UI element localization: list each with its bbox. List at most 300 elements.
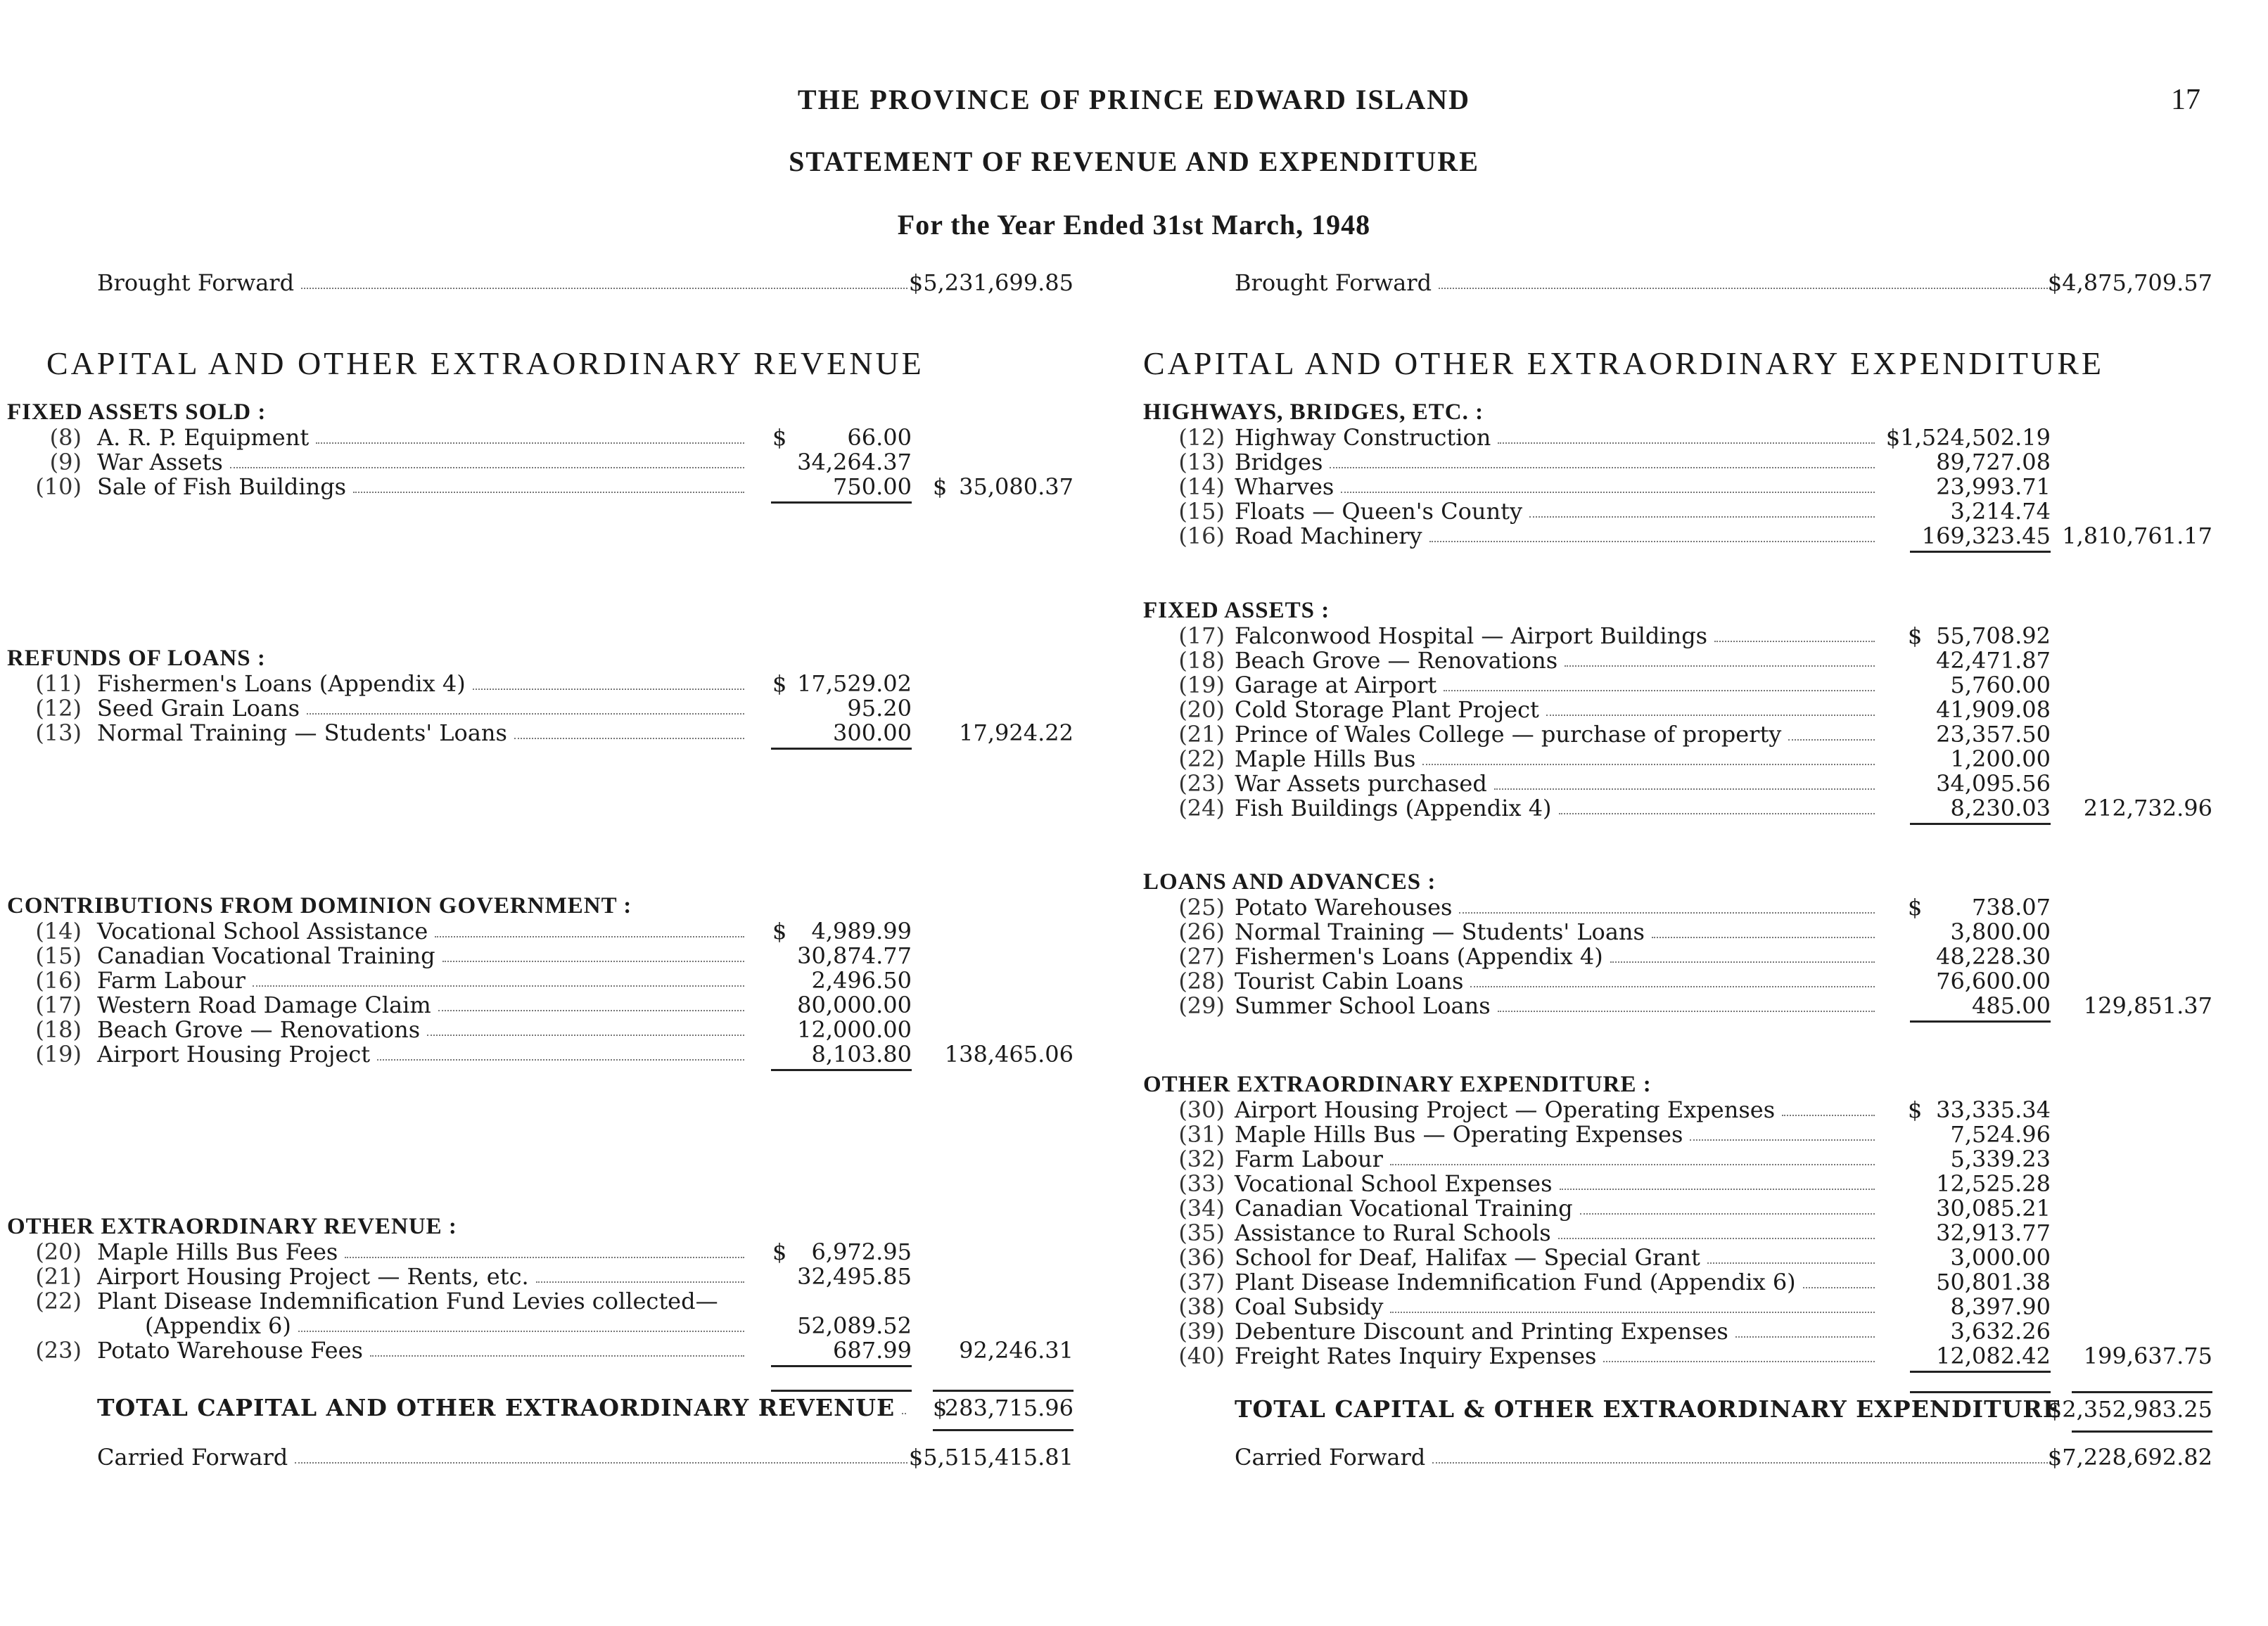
leader-dots (1422, 764, 1875, 765)
item-amount: 2,496.50 (811, 967, 912, 994)
item-amount: 34,095.56 (1936, 770, 2051, 797)
item-label-text: Canadian Vocational Training (97, 942, 435, 969)
item-label-text: Plant Disease Indemnification Fund (Appendix 6) (1235, 1269, 1796, 1295)
total-bottom-rule (933, 1429, 1074, 1431)
leader-dots (1559, 813, 1875, 814)
item-label (1235, 499, 1882, 524)
leader-dots (1470, 986, 1875, 987)
subtotal-rule (1910, 1020, 2051, 1023)
item-number: (19) (1178, 672, 1225, 698)
brought-forward-label (1235, 270, 2058, 295)
item-label (97, 474, 751, 499)
line-item (0, 425, 1097, 450)
item-label-text: Seed Grain Loans (97, 695, 300, 722)
item-number: (11) (35, 670, 82, 697)
item-number: (23) (1178, 770, 1225, 797)
item-number: (22) (1178, 745, 1225, 772)
line-item (1136, 771, 2230, 796)
item-label (1235, 746, 1882, 772)
carried-forward-row (1136, 1445, 2230, 1470)
line-item (1136, 697, 2230, 722)
line-item (0, 474, 1097, 499)
category-title: FIXED ASSETS : (1143, 598, 1330, 623)
line-item (1136, 1245, 2230, 1270)
item-label-text: Plant Disease Indemnification Fund Levies collected— (97, 1288, 718, 1314)
item-amount: 52,089.52 (797, 1312, 912, 1339)
subtotal-rule (771, 748, 912, 750)
category-title: OTHER EXTRAORDINARY REVENUE : (7, 1214, 457, 1239)
line-item (0, 992, 1097, 1018)
item-label (1235, 1097, 1882, 1122)
line-item (1136, 944, 2230, 969)
item-label (1235, 449, 1882, 475)
leader-dots (1565, 665, 1875, 667)
carried-forward-label (97, 1445, 915, 1470)
line-item (1136, 1220, 2230, 1246)
item-amount: 8,230.03 (1950, 795, 2051, 821)
item-label-text: Garage at Airport (1235, 672, 1437, 698)
item-number: (12) (35, 695, 82, 722)
item-number: (34) (1178, 1195, 1225, 1222)
line-item (1136, 1097, 2230, 1122)
item-number: (15) (1178, 498, 1225, 525)
leader-dots (514, 738, 744, 739)
item-label-text: Tourist Cabin Loans (1235, 968, 1464, 994)
item-number: (35) (1178, 1220, 1225, 1246)
item-label-text: Coal Subsidy (1235, 1293, 1384, 1320)
item-amount: 3,632.26 (1950, 1318, 2051, 1345)
item-label (1235, 944, 1882, 969)
total-top-rule (771, 1390, 912, 1392)
line-item (1136, 449, 2230, 475)
leader-dots (1444, 690, 1875, 691)
line-item (1136, 795, 2230, 821)
leader-dots (1529, 516, 1875, 518)
item-label (1235, 795, 1882, 821)
item-label-text: (Appendix 6) (145, 1312, 291, 1339)
item-amount: 76,600.00 (1936, 968, 2051, 994)
item-label-text: Beach Grove — Renovations (97, 1016, 421, 1043)
carried-forward-label (1235, 1445, 2058, 1470)
item-label (1235, 672, 1882, 698)
item-number: (27) (1178, 943, 1225, 970)
dollar-sign: $ (772, 1238, 787, 1265)
item-number: (25) (1178, 894, 1225, 921)
item-number: (16) (35, 967, 82, 994)
leader-dots (1494, 788, 1875, 790)
item-label (97, 943, 751, 968)
total-label (97, 1395, 913, 1421)
line-item (1136, 1196, 2230, 1221)
line-item (1136, 968, 2230, 994)
item-label-text: Vocational School Assistance (97, 918, 428, 945)
item-label-text: A. R. P. Equipment (97, 424, 310, 451)
item-number: (30) (1178, 1096, 1225, 1123)
item-amount: 89,727.08 (1936, 449, 2051, 475)
item-label (1235, 1319, 1882, 1344)
item-number: (17) (1178, 622, 1225, 649)
item-label-text: Airport Housing Project (97, 1041, 371, 1068)
dollar-sign: $ (1908, 1096, 1923, 1123)
item-label (97, 1338, 751, 1363)
item-amount: 6,972.95 (811, 1238, 912, 1265)
leader-dots (1432, 1462, 2051, 1464)
item-label (1235, 1220, 1882, 1246)
item-amount: 34,264.37 (797, 449, 912, 475)
item-amount: 66.00 (847, 424, 912, 451)
item-label (97, 992, 751, 1018)
leader-dots (1546, 715, 1875, 716)
leader-dots (442, 961, 744, 962)
item-label-text: Normal Training — Students' Loans (1235, 918, 1645, 945)
dollar-sign: $ (933, 473, 948, 500)
brought-forward-row (0, 270, 1097, 295)
brought-forward-text: Brought Forward (1235, 269, 1432, 296)
item-label (1235, 895, 1882, 920)
total-label-text: TOTAL CAPITAL AND OTHER EXTRAORDINARY REVENUE (97, 1394, 896, 1421)
subtotal-rule (1910, 551, 2051, 553)
leader-dots (301, 288, 907, 289)
item-label-text: Vocational School Expenses (1235, 1170, 1553, 1197)
statement-title: STATEMENT OF REVENUE AND EXPENDITURE (789, 146, 1479, 177)
item-label-text: Maple Hills Bus (1235, 745, 1416, 772)
line-item (1136, 895, 2230, 920)
item-label (1235, 968, 1882, 994)
item-label-text: School for Deaf, Halifax — Special Grant (1235, 1244, 1700, 1271)
item-number: (32) (1178, 1146, 1225, 1172)
item-label (1235, 771, 1882, 796)
section-subtotal: 17,924.22 (959, 719, 1074, 746)
line-item (1136, 919, 2230, 945)
line-item (0, 1338, 1097, 1363)
item-label (97, 1042, 751, 1067)
total-row (1136, 1397, 2230, 1422)
item-amount: 42,471.87 (1936, 647, 2051, 674)
item-label (1235, 919, 1882, 945)
item-amount: 30,085.21 (1936, 1195, 2051, 1222)
category-title: OTHER EXTRAORDINARY EXPENDITURE : (1143, 1072, 1652, 1097)
item-label-text: Airport Housing Project — Operating Expenses (1235, 1096, 1776, 1123)
leader-dots (307, 713, 744, 715)
dollar-sign: $ (772, 670, 787, 697)
item-number: (18) (1178, 647, 1225, 674)
item-label-text: Airport Housing Project — Rents, etc. (97, 1263, 529, 1290)
subtotal-rule (771, 501, 912, 504)
item-number: (22) (35, 1288, 82, 1314)
item-amount: 95.20 (847, 695, 912, 722)
item-label (97, 696, 751, 721)
item-label (1235, 1196, 1882, 1221)
item-label (1235, 993, 1882, 1018)
leader-dots (536, 1281, 744, 1283)
leader-dots (473, 689, 744, 690)
item-amount: 8,103.80 (811, 1041, 912, 1068)
total-amount: 283,715.96 (944, 1395, 1074, 1421)
leader-dots (377, 1059, 744, 1061)
section-subtotal: 35,080.37 (959, 473, 1074, 500)
item-number: (37) (1178, 1269, 1225, 1295)
item-label (97, 1264, 751, 1289)
item-number: (10) (35, 473, 82, 500)
item-label-text: Beach Grove — Renovations (1235, 647, 1558, 674)
item-amount: 30,874.77 (797, 942, 912, 969)
line-item (1136, 1319, 2230, 1344)
item-amount: 80,000.00 (797, 992, 912, 1018)
leader-dots (427, 1035, 744, 1036)
item-amount: 3,214.74 (1950, 498, 2051, 525)
line-item (0, 696, 1097, 721)
line-item (1136, 1122, 2230, 1147)
item-label-text: Falconwood Hospital — Airport Buildings (1235, 622, 1708, 649)
item-amount: 12,082.42 (1936, 1343, 2051, 1369)
item-label-text: Bridges (1235, 449, 1323, 475)
line-item (1136, 499, 2230, 524)
item-label (97, 671, 751, 696)
leader-dots (1498, 442, 1875, 444)
subtotal-rule (771, 1365, 912, 1367)
item-label-text: Normal Training — Students' Loans (97, 719, 507, 746)
item-label (97, 720, 751, 745)
item-number: (14) (1178, 473, 1225, 500)
section-subtotal: 129,851.37 (2083, 992, 2212, 1019)
province-title: THE PROVINCE OF PRINCE EDWARD ISLAND (797, 84, 1471, 115)
brought-forward-text: Brought Forward (97, 269, 295, 296)
item-label (97, 1288, 751, 1314)
item-number: (9) (49, 449, 82, 475)
item-label-text: Farm Labour (97, 967, 246, 994)
item-number: (28) (1178, 968, 1225, 994)
item-number: (21) (35, 1263, 82, 1290)
item-number: (29) (1178, 992, 1225, 1019)
line-item (1136, 672, 2230, 698)
category-title: HIGHWAYS, BRIDGES, ETC. : (1143, 399, 1484, 425)
item-label (1235, 1245, 1882, 1270)
item-label-text: Western Road Damage Claim (97, 992, 431, 1018)
brought-forward-amount: $4,875,709.57 (2047, 269, 2212, 296)
total-top-rule (2072, 1391, 2212, 1393)
item-number: (20) (35, 1238, 82, 1265)
dollar-sign: $ (933, 1395, 948, 1421)
item-label (1235, 1146, 1882, 1172)
category-title: REFUNDS OF LOANS : (7, 646, 266, 671)
item-amount: 23,357.50 (1936, 721, 2051, 748)
line-item (0, 1042, 1097, 1067)
item-number: (19) (35, 1041, 82, 1068)
leader-dots (298, 1331, 744, 1332)
item-label-text: Highway Construction (1235, 424, 1491, 451)
item-number: (24) (1178, 795, 1225, 821)
dollar-sign: $ (772, 424, 787, 451)
item-label (1235, 623, 1882, 648)
leader-dots (435, 936, 744, 937)
line-item (0, 1017, 1097, 1042)
item-number: (20) (1178, 696, 1225, 723)
item-label-text: Prince of Wales College — purchase of property (1235, 721, 1782, 748)
item-label (1235, 697, 1882, 722)
line-item (1136, 623, 2230, 648)
item-label (1235, 1294, 1882, 1319)
total-top-rule (1910, 1391, 2051, 1393)
dollar-sign: $ (1908, 622, 1923, 649)
item-amount: 23,993.71 (1936, 473, 2051, 500)
item-label (97, 425, 751, 450)
leader-dots (1439, 288, 2051, 289)
item-number: (8) (49, 424, 82, 451)
line-item (0, 1288, 1097, 1314)
item-amount: 750.00 (833, 473, 912, 500)
line-item (0, 968, 1097, 993)
page-number: 17 (2171, 84, 2200, 116)
subtotal-rule (1910, 1371, 2051, 1373)
item-number: (16) (1178, 523, 1225, 549)
item-label-text: Sale of Fish Buildings (97, 473, 347, 500)
leader-dots (1390, 1312, 1875, 1313)
item-label-text: Wharves (1235, 473, 1334, 500)
leader-dots (353, 492, 744, 493)
item-amount: 32,495.85 (797, 1263, 912, 1290)
item-amount: 1,200.00 (1950, 745, 2051, 772)
item-label-text: Floats — Queen's County (1235, 498, 1523, 525)
item-number: (15) (35, 942, 82, 969)
item-amount: 7,524.96 (1950, 1121, 2051, 1148)
leader-dots (438, 1010, 744, 1011)
item-label-text: Potato Warehouse Fees (97, 1337, 363, 1364)
dollar-sign: $ (772, 918, 787, 945)
item-label (1235, 523, 1882, 549)
item-amount: 50,801.38 (1936, 1269, 2051, 1295)
item-number: (13) (35, 719, 82, 746)
item-amount: 738.07 (1972, 894, 2051, 921)
leader-dots (1690, 1139, 1875, 1141)
item-amount: 3,000.00 (1950, 1244, 2051, 1271)
leader-dots (316, 442, 744, 444)
item-label (97, 968, 751, 993)
item-amount: 55,708.92 (1936, 622, 2051, 649)
line-item (0, 671, 1097, 696)
item-number: (39) (1178, 1318, 1225, 1345)
item-label-text: Maple Hills Bus Fees (97, 1238, 338, 1265)
carried-forward-amount: $7,228,692.82 (2047, 1444, 2212, 1471)
item-amount: 687.99 (833, 1337, 912, 1364)
carried-forward-row (0, 1445, 1097, 1470)
category-title: LOANS AND ADVANCES : (1143, 869, 1436, 895)
item-label (97, 1017, 751, 1042)
leader-dots (1341, 492, 1875, 493)
leader-dots (1560, 1189, 1875, 1190)
item-amount: 3,800.00 (1950, 918, 2051, 945)
leader-dots (1610, 961, 1875, 963)
line-item (0, 1313, 1097, 1338)
item-number: (13) (1178, 449, 1225, 475)
total-label (1235, 1397, 2149, 1422)
item-amount: 169,323.45 (1921, 523, 2051, 549)
item-amount: 5,339.23 (1950, 1146, 2051, 1172)
brought-forward-label (97, 270, 915, 295)
leader-dots (1558, 1238, 1875, 1239)
item-label-text: Fishermen's Loans (Appendix 4) (1235, 943, 1603, 970)
leader-dots (345, 1257, 744, 1258)
line-item (0, 918, 1097, 944)
item-label-text: Fish Buildings (Appendix 4) (1235, 795, 1552, 821)
line-item (0, 449, 1097, 475)
item-amount: 12,525.28 (1936, 1170, 2051, 1197)
item-number: (33) (1178, 1170, 1225, 1197)
item-label (145, 1313, 751, 1338)
item-label-text: Debenture Discount and Printing Expenses (1235, 1318, 1728, 1345)
period-subtitle: For the Year Ended 31st March, 1948 (897, 209, 1371, 241)
item-number: (31) (1178, 1121, 1225, 1148)
dollar-sign: $ (1908, 894, 1923, 921)
item-amount: 5,760.00 (1950, 672, 2051, 698)
item-number: (40) (1178, 1343, 1225, 1369)
total-top-rule (933, 1390, 1074, 1392)
brought-forward-row (1136, 270, 2230, 295)
expenditure-column (1136, 0, 2230, 1626)
revenue-column (0, 0, 1097, 1626)
item-label (1235, 1343, 1882, 1369)
item-amount: 33,335.34 (1936, 1096, 2051, 1123)
item-label (1235, 474, 1882, 499)
leader-dots (1652, 937, 1875, 938)
line-item (0, 1239, 1097, 1265)
line-item (1136, 1269, 2230, 1295)
item-label (1235, 425, 1882, 450)
subtotal-rule (1910, 823, 2051, 825)
item-amount: 8,397.90 (1950, 1293, 2051, 1320)
brought-forward-amount: $5,231,699.85 (908, 269, 1074, 296)
item-label-text: Potato Warehouses (1235, 894, 1453, 921)
leader-dots (1603, 1361, 1875, 1362)
total-label-text: TOTAL CAPITAL & OTHER EXTRAORDINARY EXPENDITURE (1235, 1395, 2061, 1423)
line-item (0, 943, 1097, 968)
leader-dots (1330, 467, 1875, 468)
item-number: (18) (35, 1016, 82, 1043)
leader-dots (1459, 912, 1875, 914)
leader-dots (370, 1355, 744, 1357)
item-amount: $1,524,502.19 (1885, 424, 2051, 451)
line-item (1136, 722, 2230, 747)
item-number: (23) (35, 1337, 82, 1364)
item-number: (17) (35, 992, 82, 1018)
section-subtotal: 199,637.75 (2083, 1343, 2212, 1369)
line-item (1136, 993, 2230, 1018)
item-label (97, 918, 751, 944)
carried-forward-text: Carried Forward (97, 1444, 288, 1471)
item-label (1235, 1122, 1882, 1147)
leader-dots (1498, 1011, 1875, 1012)
line-item (0, 1264, 1097, 1289)
section-subtotal: 212,732.96 (2083, 795, 2212, 821)
leader-dots (1580, 1213, 1875, 1215)
item-label-text: Road Machinery (1235, 523, 1422, 549)
item-number: (38) (1178, 1293, 1225, 1320)
item-label-text: Assistance to Rural Schools (1235, 1220, 1551, 1246)
item-label (1235, 648, 1882, 673)
leader-dots (253, 985, 744, 987)
line-item (1136, 648, 2230, 673)
section-subtotal: 92,246.31 (959, 1337, 1074, 1364)
item-number: (26) (1178, 918, 1225, 945)
line-item (1136, 1171, 2230, 1196)
item-amount: 300.00 (833, 719, 912, 746)
item-label (1235, 1269, 1882, 1295)
line-item (1136, 425, 2230, 450)
line-item (1136, 1146, 2230, 1172)
line-item (1136, 1343, 2230, 1369)
line-item (1136, 474, 2230, 499)
item-label-text: Maple Hills Bus — Operating Expenses (1235, 1121, 1683, 1148)
item-label (97, 449, 751, 475)
